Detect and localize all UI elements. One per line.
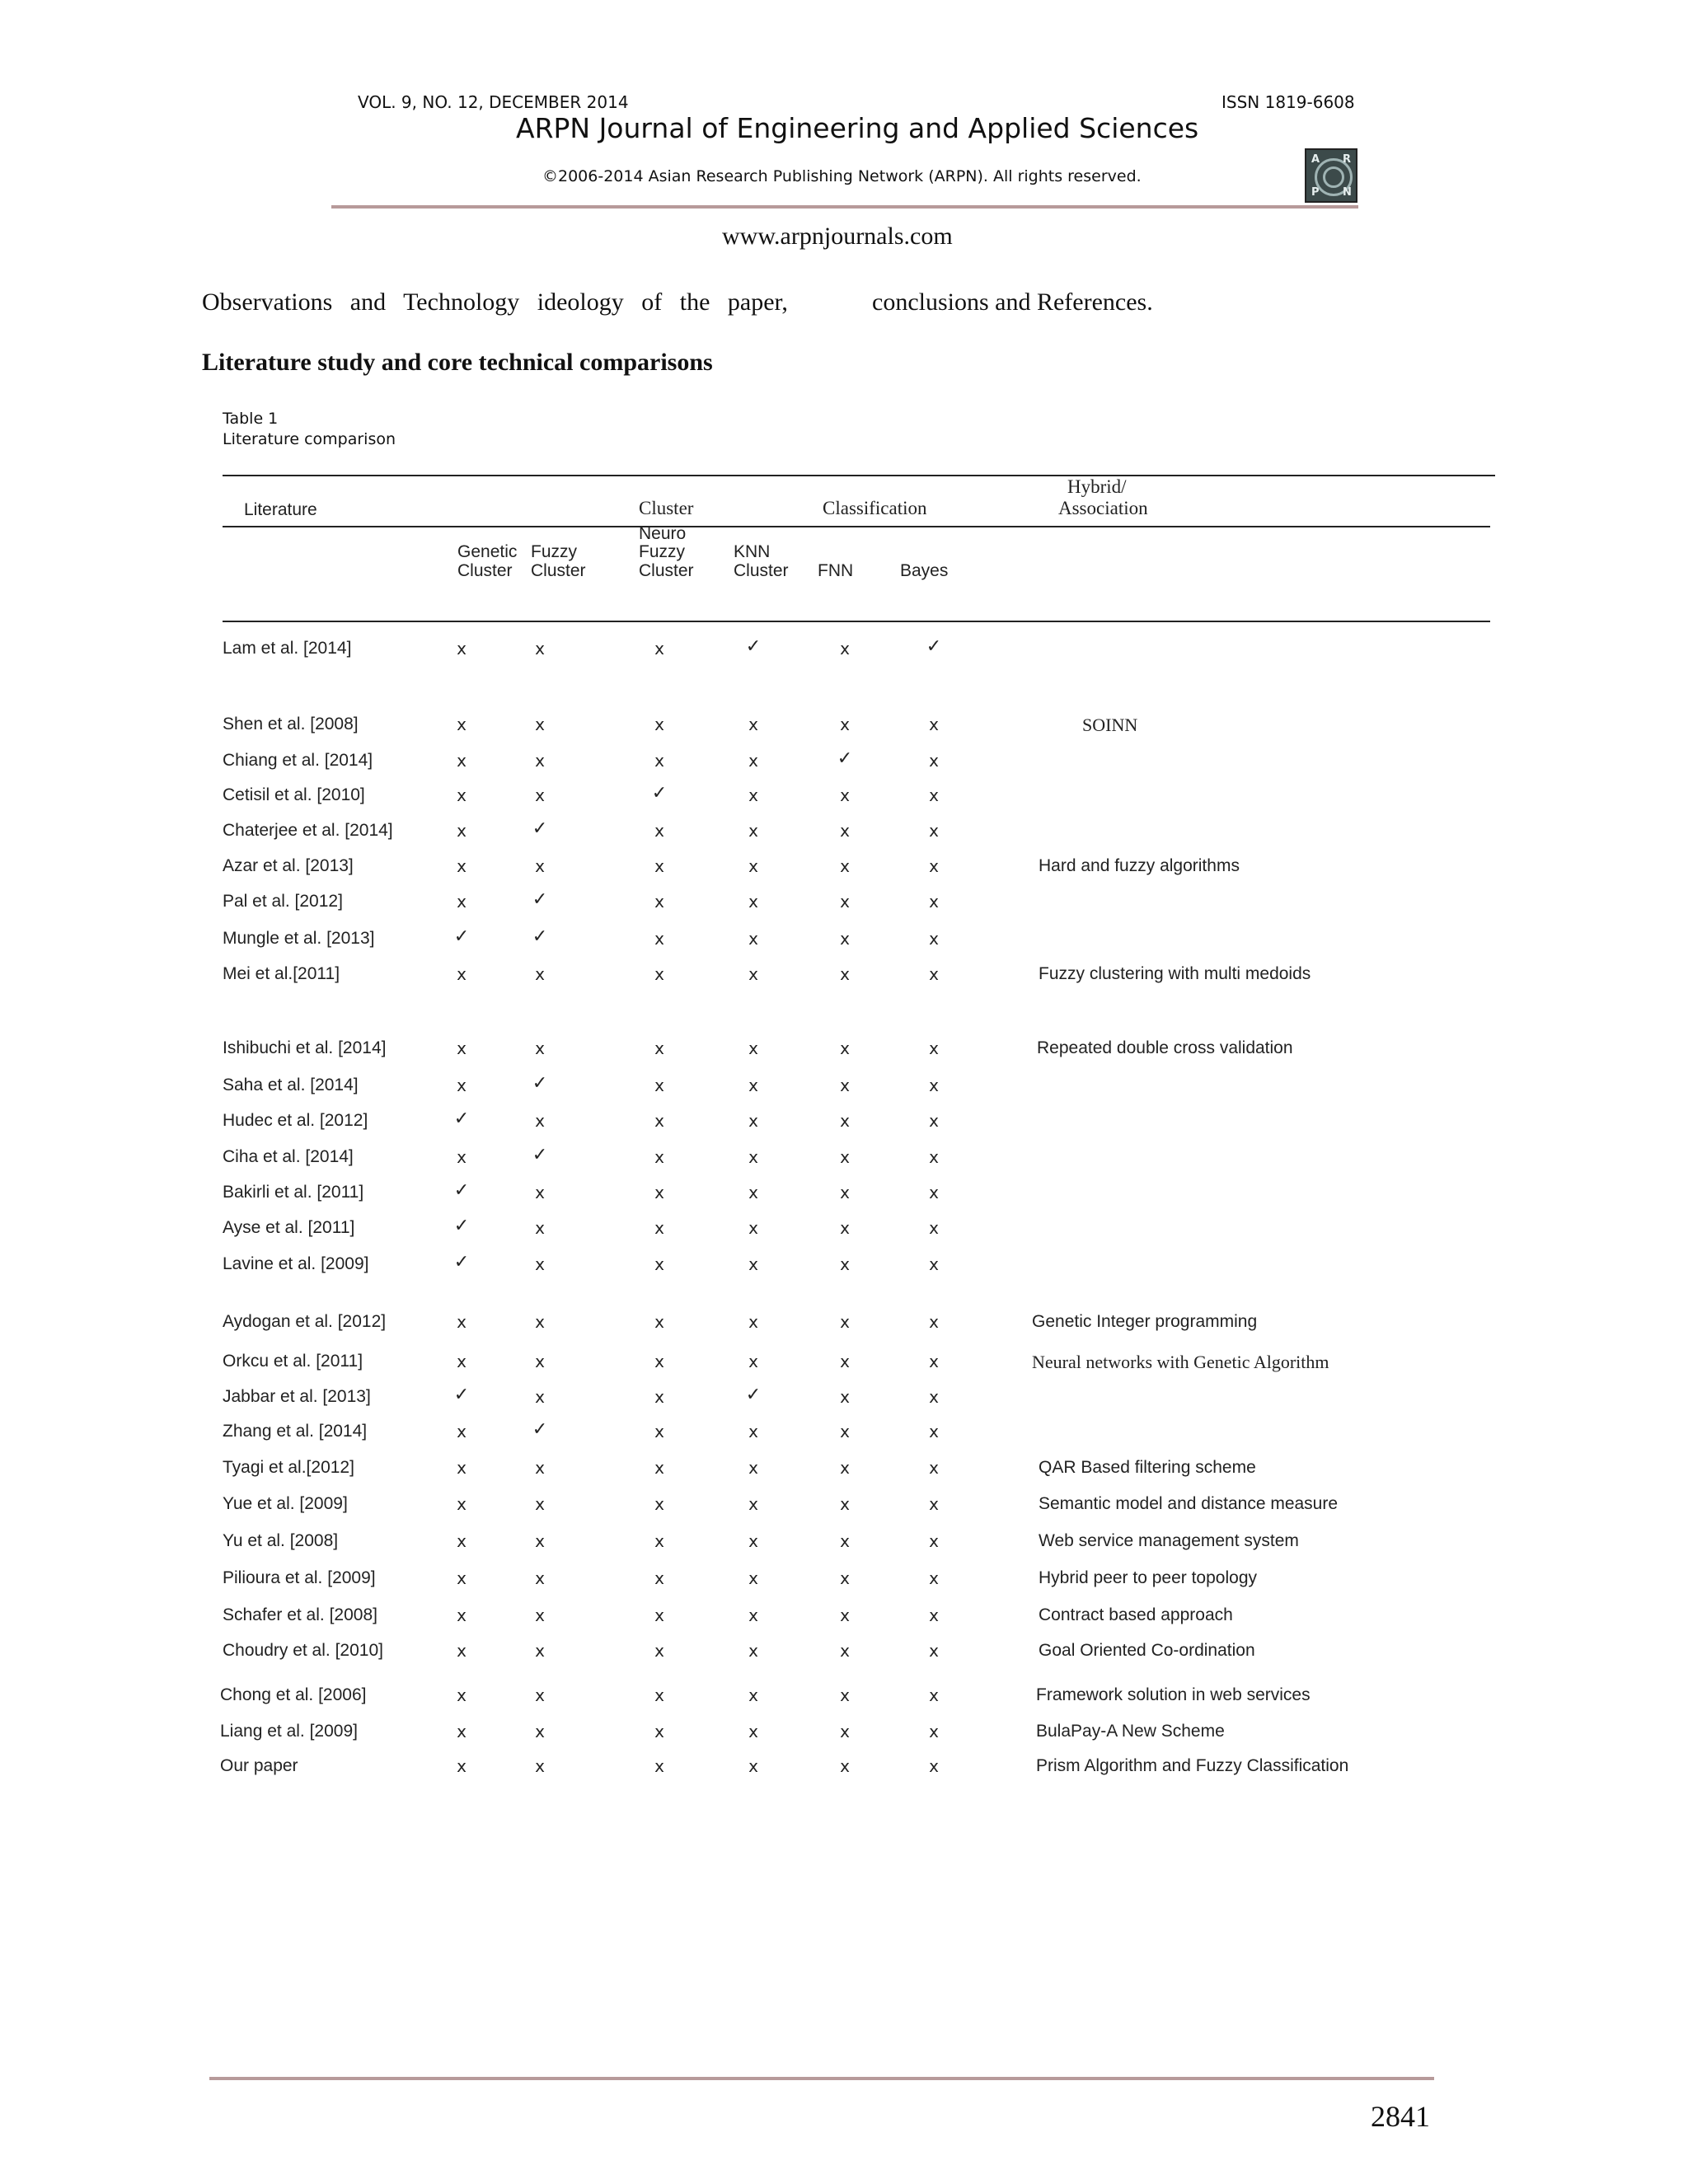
cross-icon-bayes: x [929, 1756, 939, 1776]
page-number: 2841 [1371, 2100, 1430, 2133]
row-literature: Lam et al. [2014] [223, 639, 352, 658]
header-divider [331, 205, 1358, 209]
col-cluster-header: Cluster [639, 498, 694, 518]
cross-icon-neuro: x [654, 1605, 664, 1625]
check-icon-fuzzy: ✓ [532, 1073, 548, 1094]
cross-icon-knn: x [748, 1641, 758, 1661]
cross-icon-bayes: x [929, 1641, 939, 1661]
cross-icon-genetic: x [457, 964, 467, 984]
cross-icon-bayes: x [929, 1352, 939, 1371]
cross-icon-bayes: x [929, 1218, 939, 1238]
cross-icon-neuro: x [654, 1147, 664, 1167]
cross-icon-fnn: x [840, 1756, 850, 1776]
check-icon-bayes: ✓ [926, 636, 942, 657]
cross-icon-bayes: x [929, 1605, 939, 1625]
row-literature: Our paper [220, 1756, 298, 1775]
cross-icon-neuro: x [654, 1352, 664, 1371]
cross-icon-genetic: x [457, 639, 467, 658]
cross-icon-genetic: x [457, 821, 467, 841]
cross-icon-fuzzy: x [535, 1494, 545, 1514]
cross-icon-knn: x [748, 1076, 758, 1095]
cross-icon-neuro: x [654, 1038, 664, 1058]
row-literature: Liang et al. [2009] [220, 1722, 358, 1741]
cross-icon-knn: x [748, 1722, 758, 1741]
cross-icon-fnn: x [840, 715, 850, 734]
cross-icon-fuzzy: x [535, 785, 545, 805]
cross-icon-bayes: x [929, 856, 939, 876]
issn: ISSN 1819-6608 [1221, 92, 1355, 112]
cross-icon-fuzzy: x [535, 1111, 545, 1131]
col-neuro-header-2: Fuzzy [639, 542, 686, 561]
cross-icon-neuro: x [654, 1076, 664, 1095]
row-literature: Choudry et al. [2010] [223, 1641, 383, 1660]
cross-icon-fuzzy: x [535, 639, 545, 658]
row-literature: Orkcu et al. [2011] [223, 1352, 363, 1371]
cross-icon-knn: x [748, 1422, 758, 1441]
cross-icon-bayes: x [929, 821, 939, 841]
cross-icon-fnn: x [840, 1422, 850, 1441]
row-literature: Shen et al. [2008] [223, 715, 359, 733]
row-literature: Azar et al. [2013] [223, 856, 354, 875]
cross-icon-fuzzy: x [535, 1568, 545, 1588]
logo-letter: N [1343, 186, 1352, 199]
cross-icon-fuzzy: x [535, 1352, 545, 1371]
row-literature: Saha et al. [2014] [223, 1076, 359, 1094]
cross-icon-knn: x [748, 964, 758, 984]
cross-icon-neuro: x [654, 929, 664, 949]
row-literature: Chaterjee et al. [2014] [223, 821, 393, 840]
footer-divider [209, 2077, 1434, 2080]
cross-icon-bayes: x [929, 1111, 939, 1131]
cross-icon-fnn: x [840, 1076, 850, 1095]
cross-icon-knn: x [748, 751, 758, 771]
cross-icon-fnn: x [840, 1605, 850, 1625]
cross-icon-fnn: x [840, 1254, 850, 1274]
cross-icon-knn: x [748, 1352, 758, 1371]
row-hybrid-association: Fuzzy clustering with multi medoids [1039, 964, 1311, 983]
cross-icon-fuzzy: x [535, 964, 545, 984]
row-hybrid-association: Genetic Integer programming [1032, 1312, 1258, 1331]
row-literature: Ishibuchi et al. [2014] [223, 1038, 387, 1057]
logo-letter: R [1343, 153, 1352, 166]
cross-icon-bayes: x [929, 751, 939, 771]
cross-icon-fuzzy: x [535, 1756, 545, 1776]
cross-icon-fuzzy: x [535, 1685, 545, 1705]
cross-icon-bayes: x [929, 1531, 939, 1551]
cross-icon-knn: x [748, 1756, 758, 1776]
row-hybrid-association: Repeated double cross validation [1037, 1038, 1293, 1057]
cross-icon-neuro: x [654, 1387, 664, 1407]
cross-icon-bayes: x [929, 1685, 939, 1705]
cross-icon-neuro: x [654, 1111, 664, 1131]
cross-icon-neuro: x [654, 1312, 664, 1332]
intro-text-right: conclusions and References. [872, 288, 1153, 316]
row-literature: Pal et al. [2012] [223, 892, 343, 911]
cross-icon-genetic: x [457, 1076, 467, 1095]
cross-icon-knn: x [748, 1312, 758, 1332]
cross-icon-bayes: x [929, 892, 939, 912]
cross-icon-knn: x [748, 1605, 758, 1625]
cross-icon-neuro: x [654, 751, 664, 771]
cross-icon-fuzzy: x [535, 1218, 545, 1238]
row-literature: Chiang et al. [2014] [223, 751, 373, 770]
cross-icon-neuro: x [654, 639, 664, 658]
cross-icon-fnn: x [840, 1111, 850, 1131]
row-hybrid-association: Neural networks with Genetic Algorithm [1032, 1352, 1329, 1372]
cross-icon-knn: x [748, 856, 758, 876]
cross-icon-neuro: x [654, 821, 664, 841]
cross-icon-fuzzy: x [535, 1038, 545, 1058]
check-icon-genetic: ✓ [453, 1252, 470, 1272]
cross-icon-fnn: x [840, 1352, 850, 1371]
cross-icon-fnn: x [840, 1685, 850, 1705]
cross-icon-knn: x [748, 1494, 758, 1514]
col-neuro-header-3: Cluster [639, 561, 694, 580]
website-link[interactable]: www.arpnjournals.com [722, 223, 953, 250]
cross-icon-fuzzy: x [535, 1531, 545, 1551]
cross-icon-genetic: x [457, 715, 467, 734]
row-literature: Tyagi et al.[2012] [223, 1458, 354, 1477]
cross-icon-knn: x [748, 1254, 758, 1274]
cross-icon-knn: x [748, 892, 758, 912]
copyright: ©2006-2014 Asian Research Publishing Network (ARPN). All rights reserved. [542, 167, 1142, 185]
cross-icon-genetic: x [457, 1641, 467, 1661]
cross-icon-knn: x [748, 1147, 758, 1167]
cross-icon-neuro: x [654, 1722, 664, 1741]
row-hybrid-association: Prism Algorithm and Fuzzy Classification [1036, 1756, 1349, 1775]
row-literature: Pilioura et al. [2009] [223, 1568, 376, 1587]
col-classification-header: Classification [823, 498, 927, 518]
row-hybrid-association: Framework solution in web services [1036, 1685, 1311, 1704]
col-fnn-header: FNN [818, 561, 854, 580]
cross-icon-bayes: x [929, 1722, 939, 1741]
check-icon-genetic: ✓ [453, 1180, 470, 1201]
check-icon-genetic: ✓ [453, 1108, 470, 1129]
cross-icon-genetic: x [457, 1352, 467, 1371]
cross-icon-neuro: x [654, 715, 664, 734]
logo-letter: A [1311, 153, 1320, 166]
cross-icon-fnn: x [840, 1183, 850, 1202]
cross-icon-bayes: x [929, 929, 939, 949]
cross-icon-bayes: x [929, 1568, 939, 1588]
cross-icon-genetic: x [457, 892, 467, 912]
cross-icon-knn: x [748, 785, 758, 805]
cross-icon-knn: x [748, 929, 758, 949]
cross-icon-neuro: x [654, 1685, 664, 1705]
col-bayes-header: Bayes [900, 561, 949, 580]
cross-icon-fuzzy: x [535, 751, 545, 771]
cross-icon-fuzzy: x [535, 1387, 545, 1407]
row-hybrid-association: SOINN [1082, 715, 1138, 735]
intro-text-left: Observations and Technology ideology of the paper, [202, 288, 788, 316]
cross-icon-neuro: x [654, 964, 664, 984]
row-literature: Schafer et al. [2008] [223, 1605, 377, 1624]
cross-icon-genetic: x [457, 1531, 467, 1551]
row-literature: Ciha et al. [2014] [223, 1147, 354, 1166]
cross-icon-neuro: x [654, 1531, 664, 1551]
cross-icon-neuro: x [654, 1458, 664, 1478]
row-hybrid-association: Contract based approach [1039, 1605, 1233, 1624]
cross-icon-neuro: x [654, 1494, 664, 1514]
cross-icon-fnn: x [840, 639, 850, 658]
col-neuro-header-1: Neuro [639, 524, 687, 543]
cross-icon-fnn: x [840, 1147, 850, 1167]
cross-icon-bayes: x [929, 1312, 939, 1332]
col-fuzzy-header-1: Fuzzy [531, 542, 578, 561]
row-hybrid-association: Semantic model and distance measure [1039, 1494, 1339, 1513]
cross-icon-fnn: x [840, 1387, 850, 1407]
cross-icon-fuzzy: x [535, 856, 545, 876]
cross-icon-fnn: x [840, 785, 850, 805]
check-icon-fuzzy: ✓ [532, 1145, 548, 1165]
cross-icon-fnn: x [840, 1038, 850, 1058]
cross-icon-genetic: x [457, 1605, 467, 1625]
check-icon-fuzzy: ✓ [532, 889, 548, 910]
cross-icon-knn: x [748, 821, 758, 841]
row-literature: Chong et al. [2006] [220, 1685, 367, 1704]
cross-icon-bayes: x [929, 1038, 939, 1058]
check-icon-fuzzy: ✓ [532, 926, 548, 947]
cross-icon-bayes: x [929, 964, 939, 984]
check-icon-knn: ✓ [745, 636, 762, 657]
row-literature: Jabbar et al. [2013] [223, 1387, 371, 1406]
cross-icon-genetic: x [457, 1494, 467, 1514]
cross-icon-neuro: x [654, 1254, 664, 1274]
cross-icon-fuzzy: x [535, 1605, 545, 1625]
cross-icon-fnn: x [840, 1531, 850, 1551]
cross-icon-genetic: x [457, 1458, 467, 1478]
col-hybrid-header-line1: Hybrid/ [1067, 476, 1127, 497]
journal-title: ARPN Journal of Engineering and Applied Sciences [516, 112, 1199, 144]
row-hybrid-association: Goal Oriented Co-ordination [1039, 1641, 1255, 1660]
cross-icon-bayes: x [929, 1147, 939, 1167]
cross-icon-fnn: x [840, 1218, 850, 1238]
row-hybrid-association: Web service management system [1039, 1531, 1299, 1550]
volume-info: VOL. 9, NO. 12, DECEMBER 2014 [358, 92, 629, 112]
cross-icon-genetic: x [457, 1038, 467, 1058]
cross-icon-bayes: x [929, 1076, 939, 1095]
row-literature: Lavine et al. [2009] [223, 1254, 369, 1273]
cross-icon-bayes: x [929, 1183, 939, 1202]
cross-icon-fnn: x [840, 1458, 850, 1478]
cross-icon-genetic: x [457, 1685, 467, 1705]
cross-icon-neuro: x [654, 1756, 664, 1776]
cross-icon-genetic: x [457, 785, 467, 805]
row-literature: Hudec et al. [2012] [223, 1111, 368, 1130]
row-hybrid-association: Hard and fuzzy algorithms [1039, 856, 1240, 875]
check-icon-fuzzy: ✓ [532, 1419, 548, 1440]
cross-icon-fuzzy: x [535, 1641, 545, 1661]
check-icon-fnn: ✓ [837, 748, 853, 769]
cross-icon-bayes: x [929, 1494, 939, 1514]
row-literature: Mei et al.[2011] [223, 964, 340, 983]
table-caption-label: Table 1 [223, 410, 279, 428]
table-caption-title: Literature comparison [223, 430, 396, 448]
cross-icon-bayes: x [929, 1458, 939, 1478]
row-hybrid-association: Hybrid peer to peer topology [1039, 1568, 1257, 1587]
cross-icon-genetic: x [457, 751, 467, 771]
cross-icon-knn: x [748, 1218, 758, 1238]
cross-icon-knn: x [748, 1183, 758, 1202]
cross-icon-neuro: x [654, 892, 664, 912]
cross-icon-fnn: x [840, 1494, 850, 1514]
cross-icon-knn: x [748, 1568, 758, 1588]
cross-icon-fuzzy: x [535, 1312, 545, 1332]
cross-icon-knn: x [748, 715, 758, 734]
cross-icon-fuzzy: x [535, 1458, 545, 1478]
check-icon-genetic: ✓ [453, 1216, 470, 1236]
cross-icon-fnn: x [840, 856, 850, 876]
cross-icon-fnn: x [840, 1641, 850, 1661]
cross-icon-neuro: x [654, 1183, 664, 1202]
cross-icon-genetic: x [457, 1312, 467, 1332]
cross-icon-fnn: x [840, 964, 850, 984]
cross-icon-genetic: x [457, 1568, 467, 1588]
table-top-rule [223, 475, 1495, 476]
row-literature: Ayse et al. [2011] [223, 1218, 355, 1237]
cross-icon-knn: x [748, 1531, 758, 1551]
cross-icon-knn: x [748, 1458, 758, 1478]
cross-icon-knn: x [748, 1038, 758, 1058]
cross-icon-bayes: x [929, 1254, 939, 1274]
cross-icon-genetic: x [457, 1422, 467, 1441]
cross-icon-neuro: x [654, 1218, 664, 1238]
col-literature-header: Literature [244, 500, 317, 519]
cross-icon-bayes: x [929, 1422, 939, 1441]
check-icon-genetic: ✓ [453, 1385, 470, 1405]
table-body-rule [223, 621, 1490, 622]
cross-icon-neuro: x [654, 1641, 664, 1661]
table-header-rule [223, 526, 1490, 527]
row-literature: Mungle et al. [2013] [223, 929, 375, 948]
cross-icon-fnn: x [840, 1568, 850, 1588]
cross-icon-fnn: x [840, 1722, 850, 1741]
cross-icon-fnn: x [840, 929, 850, 949]
cross-icon-bayes: x [929, 1387, 939, 1407]
cross-icon-fnn: x [840, 892, 850, 912]
check-icon-genetic: ✓ [453, 926, 470, 947]
check-icon-neuro: ✓ [651, 783, 668, 804]
row-literature: Cetisil et al. [2010] [223, 785, 365, 804]
col-fuzzy-header-2: Cluster [531, 561, 586, 580]
row-literature: Yue et al. [2009] [223, 1494, 348, 1513]
cross-icon-neuro: x [654, 1568, 664, 1588]
section-heading: Literature study and core technical comparisons [202, 349, 713, 376]
cross-icon-neuro: x [654, 856, 664, 876]
cross-icon-fuzzy: x [535, 1254, 545, 1274]
row-literature: Bakirli et al. [2011] [223, 1183, 364, 1202]
logo-letter: P [1311, 186, 1320, 199]
cross-icon-genetic: x [457, 856, 467, 876]
row-literature: Aydogan et al. [2012] [223, 1312, 387, 1331]
cross-icon-neuro: x [654, 1422, 664, 1441]
cross-icon-knn: x [748, 1685, 758, 1705]
col-hybrid-header-line2: Association [1058, 498, 1148, 518]
cross-icon-fnn: x [840, 821, 850, 841]
journal-logo [1305, 148, 1357, 203]
cross-icon-fuzzy: x [535, 1183, 545, 1202]
col-genetic-header-1: Genetic [457, 542, 518, 561]
cross-icon-fnn: x [840, 1312, 850, 1332]
check-icon-knn: ✓ [745, 1385, 762, 1405]
row-literature: Yu et al. [2008] [223, 1531, 339, 1550]
row-hybrid-association: BulaPay-A New Scheme [1036, 1722, 1225, 1741]
cross-icon-fuzzy: x [535, 715, 545, 734]
cross-icon-genetic: x [457, 1722, 467, 1741]
cross-icon-genetic: x [457, 1147, 467, 1167]
cross-icon-knn: x [748, 1111, 758, 1131]
col-genetic-header-2: Cluster [457, 561, 513, 580]
cross-icon-genetic: x [457, 1756, 467, 1776]
row-hybrid-association: QAR Based filtering scheme [1039, 1458, 1256, 1477]
col-knn-header-1: KNN [734, 542, 771, 561]
col-knn-header-2: Cluster [734, 561, 789, 580]
row-literature: Zhang et al. [2014] [223, 1422, 368, 1441]
cross-icon-bayes: x [929, 785, 939, 805]
check-icon-fuzzy: ✓ [532, 818, 548, 839]
cross-icon-fuzzy: x [535, 1722, 545, 1741]
cross-icon-bayes: x [929, 715, 939, 734]
